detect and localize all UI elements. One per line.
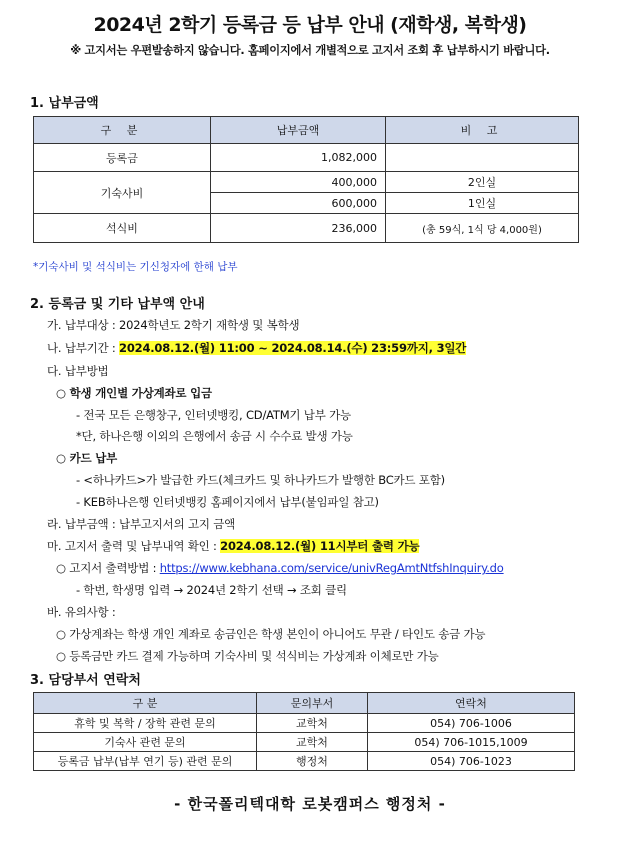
section3-heading: 3. 담당부서 연락처 [30, 673, 141, 688]
table-header-row [34, 117, 579, 144]
row-label-meal: 석식비 [34, 214, 211, 243]
contact-category: 기숙사 관련 문의 [34, 733, 257, 752]
print-steps: - 학번, 학생명 입력 → 2024년 2학기 선택 → 조회 클릭 [76, 583, 347, 597]
payment-amount: 라. 납부금액 : 납부고지서의 고지 금액 [47, 517, 236, 531]
virtual-account-line-1: - 전국 모든 은행창구, 인터넷뱅킹, CD/ATM기 납부 가능 [76, 408, 351, 422]
caution-item-1: ○ 가상계좌는 학생 개인 계좌로 송금인은 학생 본인이 아니어도 무관 / 타인도 송금 가능 [56, 627, 486, 641]
row-label-dorm: 기숙사비 [34, 172, 211, 214]
payment-period [47, 340, 466, 356]
table-row [34, 752, 575, 771]
payment-table [33, 116, 579, 243]
virtual-account-title: ○ 학생 개인별 가상계좌로 입금 [56, 386, 212, 400]
header-category: 구 분 [34, 117, 211, 144]
header-note: 비 고 [386, 117, 579, 144]
print-notice-value: 2024.08.12.(월) 11시부터 출력 가능 [220, 539, 420, 553]
header-amount: 납부금액 [211, 117, 386, 144]
virtual-account-line-2: *단, 하나은행 이외의 은행에서 송금 시 수수료 발생 가능 [76, 429, 353, 443]
amount-meal: 236,000 [211, 214, 386, 243]
footer-signature: - 한국폴리텍대학 로봇캠퍼스 행정처 - [174, 795, 446, 813]
contact-category: 등록금 납부(납부 연기 등) 관련 문의 [34, 752, 257, 771]
payment-period-label: 나. 납부기간 : [47, 341, 120, 355]
table-header-row [34, 693, 575, 714]
amount-dorm-2person: 400,000 [211, 172, 386, 193]
contact-phone: 054) 706-1015,1009 [368, 733, 575, 752]
print-notice-label: 마. 고지서 출력 및 납부내역 확인 : [47, 539, 221, 553]
payment-method: 다. 납부방법 [47, 364, 109, 378]
caution-heading: 바. 유의사항 : [47, 605, 116, 619]
contact-dept: 교학처 [257, 714, 368, 733]
contact-header-category: 구 분 [34, 693, 257, 714]
table-row [34, 214, 579, 243]
footnote: *기숙사비 및 석식비는 기신청자에 한해 납부 [33, 261, 238, 273]
notice-text: ※ 고지서는 우편발송하지 않습니다. 홈페이지에서 개별적으로 고지서 조회 후 납부하시기 바랍니다. [70, 44, 550, 57]
contact-table [33, 692, 575, 771]
table-row [34, 144, 579, 172]
note-tuition [386, 144, 579, 172]
section2-heading: 2. 등록금 및 기타 납부액 안내 [30, 297, 205, 312]
amount-tuition: 1,082,000 [211, 144, 386, 172]
payment-target: 가. 납부대상 : 2024학년도 2학기 재학생 및 복학생 [47, 318, 300, 332]
contact-phone: 054) 706-1023 [368, 752, 575, 771]
contact-header-phone: 연락처 [368, 693, 575, 714]
note-meal: (총 59식, 1식 당 4,000원) [386, 214, 579, 243]
print-method [56, 560, 504, 576]
card-payment-line-1: - <하나카드>가 발급한 카드(체크카드 및 하나카드가 발행한 BC카드 포함) [76, 473, 445, 487]
row-label-tuition: 등록금 [34, 144, 211, 172]
table-row [34, 172, 579, 193]
contact-dept: 교학처 [257, 733, 368, 752]
contact-dept: 행정처 [257, 752, 368, 771]
section1-heading: 1. 납부금액 [30, 96, 99, 111]
note-dorm-2person: 2인실 [386, 172, 579, 193]
amount-dorm-1person: 600,000 [211, 193, 386, 214]
note-dorm-1person: 1인실 [386, 193, 579, 214]
print-url-link[interactable]: https://www.kebhana.com/service/univRegAmtNtfshInquiry.do [159, 561, 504, 575]
print-method-label: ○ 고지서 출력방법 : [56, 561, 160, 575]
page-title: 2024년 2학기 등록금 등 납부 안내 (재학생, 복학생) [93, 14, 527, 36]
contact-phone: 054) 706-1006 [368, 714, 575, 733]
table-row [34, 714, 575, 733]
table-row [34, 733, 575, 752]
card-payment-title: ○ 카드 납부 [56, 451, 118, 465]
card-payment-line-2: - KEB하나은행 인터넷뱅킹 홈페이지에서 납부(붙임파일 참고) [76, 495, 379, 509]
print-notice [47, 538, 419, 554]
payment-period-value: 2024.08.12.(월) 11:00 ~ 2024.08.14.(수) 23:59까지, 3일간 [119, 341, 467, 355]
contact-category: 휴학 및 복학 / 장학 관련 문의 [34, 714, 257, 733]
contact-header-dept: 문의부서 [257, 693, 368, 714]
caution-item-2: ○ 등록금만 카드 결제 가능하며 기숙사비 및 석식비는 가상계좌 이체로만 가능 [56, 649, 439, 663]
